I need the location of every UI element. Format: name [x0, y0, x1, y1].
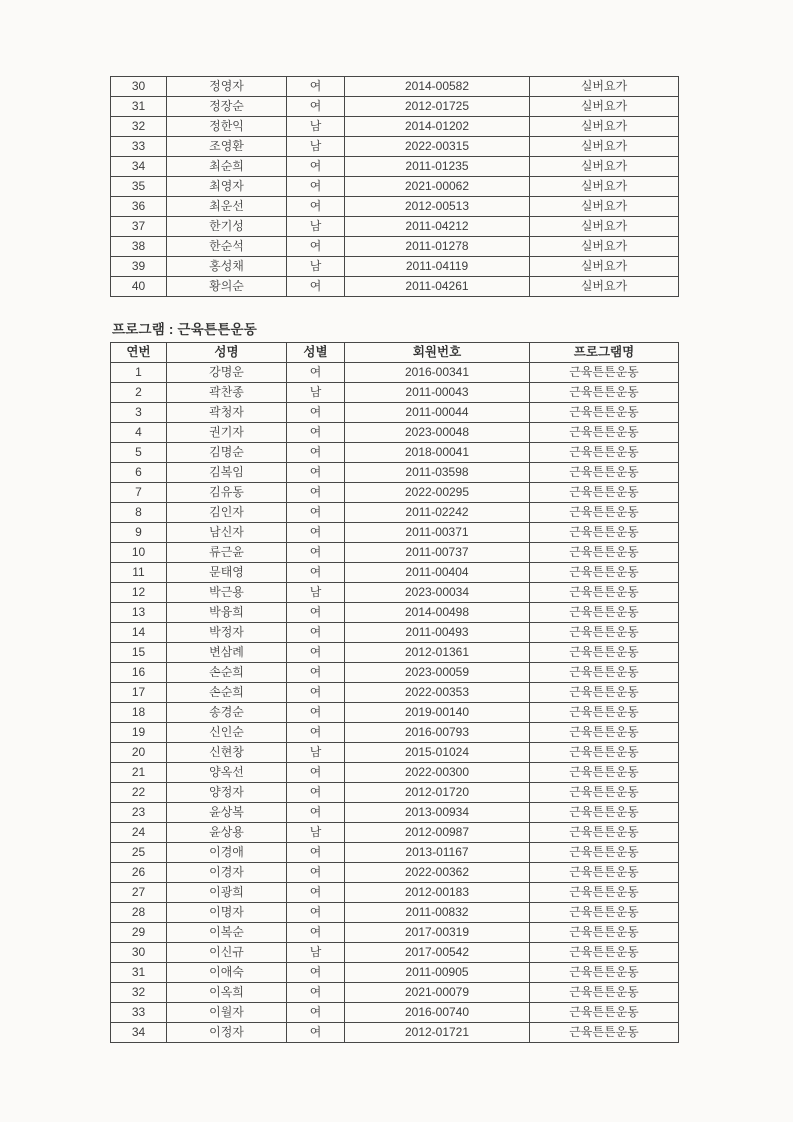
table-row	[111, 257, 679, 277]
table-row	[111, 403, 679, 423]
table-row	[111, 1003, 679, 1023]
table-cell: 실버요가	[530, 157, 679, 177]
table-cell: 2016-00793	[345, 723, 530, 743]
table-cell: 2011-00371	[345, 523, 530, 543]
table-cell: 9	[111, 523, 167, 543]
table-cell: 25	[111, 843, 167, 863]
table-cell: 29	[111, 923, 167, 943]
table-cell: 김유동	[167, 483, 287, 503]
table-cell: 2016-00341	[345, 363, 530, 383]
table-cell: 2015-01024	[345, 743, 530, 763]
table-cell: 조영환	[167, 137, 287, 157]
table-cell: 31	[111, 963, 167, 983]
table-cell: 2011-01235	[345, 157, 530, 177]
table-cell: 2023-00048	[345, 423, 530, 443]
table-cell: 6	[111, 463, 167, 483]
table-cell: 근육튼튼운동	[530, 483, 679, 503]
table-cell: 2021-00062	[345, 177, 530, 197]
table-cell: 2012-00513	[345, 197, 530, 217]
table-row	[111, 543, 679, 563]
table-row	[111, 77, 679, 97]
table-cell: 근육튼튼운동	[530, 883, 679, 903]
table-cell: 김복임	[167, 463, 287, 483]
table-cell: 2022-00362	[345, 863, 530, 883]
table-cell: 남	[287, 743, 345, 763]
table-cell: 실버요가	[530, 217, 679, 237]
table-cell: 근육튼튼운동	[530, 823, 679, 843]
table-cell: 30	[111, 77, 167, 97]
table-cell: 이명자	[167, 903, 287, 923]
table-cell: 2011-01278	[345, 237, 530, 257]
table-cell: 10	[111, 543, 167, 563]
table-row	[111, 943, 679, 963]
table-cell: 33	[111, 1003, 167, 1023]
table-cell: 근육튼튼운동	[530, 563, 679, 583]
table-cell: 23	[111, 803, 167, 823]
table-cell: 여	[287, 863, 345, 883]
column-header-program-name: 프로그램명	[530, 343, 679, 363]
column-header-serial-no: 연번	[111, 343, 167, 363]
table-cell: 2019-00140	[345, 703, 530, 723]
table-cell: 신현창	[167, 743, 287, 763]
table-cell: 여	[287, 643, 345, 663]
table-cell: 이옥희	[167, 983, 287, 1003]
table-cell: 1	[111, 363, 167, 383]
table-cell: 14	[111, 623, 167, 643]
table-cell: 5	[111, 443, 167, 463]
table-cell: 남	[287, 217, 345, 237]
table-cell: 여	[287, 197, 345, 217]
table-cell: 2013-01167	[345, 843, 530, 863]
table-cell: 이광희	[167, 883, 287, 903]
table-cell: 손순희	[167, 683, 287, 703]
table-cell: 근육튼튼운동	[530, 363, 679, 383]
table-cell: 38	[111, 237, 167, 257]
table-cell: 2014-01202	[345, 117, 530, 137]
table-cell: 홍성채	[167, 257, 287, 277]
table-cell: 여	[287, 177, 345, 197]
table-cell: 남	[287, 583, 345, 603]
table-header-row	[111, 343, 679, 363]
table-cell: 2012-01721	[345, 1023, 530, 1043]
table-cell: 11	[111, 563, 167, 583]
column-header-member-no: 회원번호	[345, 343, 530, 363]
table-cell: 정장순	[167, 97, 287, 117]
table-cell: 윤상용	[167, 823, 287, 843]
table-cell: 근육튼튼운동	[530, 703, 679, 723]
table-cell: 이경자	[167, 863, 287, 883]
table-cell: 박정자	[167, 623, 287, 643]
table-row	[111, 763, 679, 783]
table-cell: 남	[287, 823, 345, 843]
table-cell: 근육튼튼운동	[530, 963, 679, 983]
table-cell: 2011-00044	[345, 403, 530, 423]
table-cell: 34	[111, 1023, 167, 1043]
table-cell: 여	[287, 923, 345, 943]
table-cell: 윤상복	[167, 803, 287, 823]
table-cell: 2014-00582	[345, 77, 530, 97]
table-row	[111, 197, 679, 217]
table-cell: 15	[111, 643, 167, 663]
table-cell: 여	[287, 503, 345, 523]
table-cell: 남	[287, 257, 345, 277]
table-cell: 2023-00034	[345, 583, 530, 603]
table-row	[111, 363, 679, 383]
table-cell: 이정자	[167, 1023, 287, 1043]
table-cell: 양정자	[167, 783, 287, 803]
table-cell: 여	[287, 763, 345, 783]
table-cell: 여	[287, 157, 345, 177]
table-cell: 8	[111, 503, 167, 523]
table-cell: 2016-00740	[345, 1003, 530, 1023]
table-row	[111, 803, 679, 823]
table-cell: 근육튼튼운동	[530, 843, 679, 863]
table-row	[111, 463, 679, 483]
table-cell: 근육튼튼운동	[530, 903, 679, 923]
table-row	[111, 97, 679, 117]
table-row	[111, 743, 679, 763]
table-cell: 근육튼튼운동	[530, 623, 679, 643]
table-cell: 32	[111, 983, 167, 1003]
table-row	[111, 883, 679, 903]
table-cell: 근육튼튼운동	[530, 463, 679, 483]
table-cell: 최순희	[167, 157, 287, 177]
table-cell: 이복순	[167, 923, 287, 943]
table-row	[111, 783, 679, 803]
table-cell: 여	[287, 663, 345, 683]
table-cell: 28	[111, 903, 167, 923]
table-cell: 2011-03598	[345, 463, 530, 483]
table-cell: 근육튼튼운동	[530, 643, 679, 663]
table-cell: 근육튼튼운동	[530, 743, 679, 763]
table-cell: 31	[111, 97, 167, 117]
silver-yoga-roster-table	[110, 76, 679, 297]
table-row	[111, 643, 679, 663]
muscle-exercise-table-body	[111, 363, 679, 1043]
table-cell: 30	[111, 943, 167, 963]
table-cell: 근육튼튼운동	[530, 943, 679, 963]
table-cell: 문태영	[167, 563, 287, 583]
table-cell: 2023-00059	[345, 663, 530, 683]
table-cell: 신인순	[167, 723, 287, 743]
table-cell: 곽찬종	[167, 383, 287, 403]
table-cell: 이월자	[167, 1003, 287, 1023]
table-row	[111, 983, 679, 1003]
table-cell: 권기자	[167, 423, 287, 443]
table-cell: 여	[287, 803, 345, 823]
table-cell: 34	[111, 157, 167, 177]
table-row	[111, 1023, 679, 1043]
table-cell: 여	[287, 1023, 345, 1043]
table-cell: 3	[111, 403, 167, 423]
table-row	[111, 117, 679, 137]
table-cell: 실버요가	[530, 177, 679, 197]
table-cell: 40	[111, 277, 167, 297]
table-cell: 37	[111, 217, 167, 237]
table-cell: 황의순	[167, 277, 287, 297]
table-cell: 2017-00319	[345, 923, 530, 943]
table-cell: 근육튼튼운동	[530, 863, 679, 883]
table-cell: 2012-01720	[345, 783, 530, 803]
table-cell: 남신자	[167, 523, 287, 543]
table-cell: 19	[111, 723, 167, 743]
table-cell: 2012-01725	[345, 97, 530, 117]
table-row	[111, 523, 679, 543]
table-cell: 근육튼튼운동	[530, 1023, 679, 1043]
silver-yoga-table-body	[111, 77, 679, 297]
table-row	[111, 663, 679, 683]
table-cell: 근육튼튼운동	[530, 523, 679, 543]
table-cell: 여	[287, 983, 345, 1003]
table-cell: 여	[287, 443, 345, 463]
table-cell: 근육튼튼운동	[530, 683, 679, 703]
table-cell: 여	[287, 903, 345, 923]
table-cell: 여	[287, 483, 345, 503]
table-cell: 2011-00043	[345, 383, 530, 403]
table-cell: 여	[287, 623, 345, 643]
table-cell: 최영자	[167, 177, 287, 197]
table-cell: 남	[287, 137, 345, 157]
table-cell: 근육튼튼운동	[530, 503, 679, 523]
table-cell: 강명운	[167, 363, 287, 383]
table-cell: 여	[287, 463, 345, 483]
table-cell: 최운선	[167, 197, 287, 217]
table-cell: 16	[111, 663, 167, 683]
table-cell: 실버요가	[530, 77, 679, 97]
table-cell: 2011-00905	[345, 963, 530, 983]
table-row	[111, 603, 679, 623]
table-row	[111, 683, 679, 703]
table-row	[111, 423, 679, 443]
table-cell: 이애숙	[167, 963, 287, 983]
table-row	[111, 703, 679, 723]
column-header-gender: 성별	[287, 343, 345, 363]
table-cell: 김명순	[167, 443, 287, 463]
table-cell: 근육튼튼운동	[530, 663, 679, 683]
table-cell: 근육튼튼운동	[530, 923, 679, 943]
table-row	[111, 277, 679, 297]
table-cell: 7	[111, 483, 167, 503]
table-cell: 박근용	[167, 583, 287, 603]
table-cell: 이경애	[167, 843, 287, 863]
table-cell: 정영자	[167, 77, 287, 97]
table-cell: 실버요가	[530, 97, 679, 117]
table-cell: 곽청자	[167, 403, 287, 423]
table-cell: 여	[287, 883, 345, 903]
table-cell: 18	[111, 703, 167, 723]
table-row	[111, 177, 679, 197]
table-cell: 여	[287, 363, 345, 383]
table-row	[111, 137, 679, 157]
table-row	[111, 863, 679, 883]
table-cell: 2021-00079	[345, 983, 530, 1003]
table-cell: 4	[111, 423, 167, 443]
table-cell: 여	[287, 237, 345, 257]
table-cell: 한순석	[167, 237, 287, 257]
table-row	[111, 583, 679, 603]
table-cell: 여	[287, 963, 345, 983]
table-cell: 여	[287, 423, 345, 443]
program-section-title: 프로그램 : 근육튼튼운동	[112, 322, 258, 337]
table-cell: 2011-00832	[345, 903, 530, 923]
table-cell: 여	[287, 403, 345, 423]
table-cell: 여	[287, 543, 345, 563]
table-cell: 정한익	[167, 117, 287, 137]
table-cell: 36	[111, 197, 167, 217]
table-row	[111, 563, 679, 583]
table-cell: 26	[111, 863, 167, 883]
table-cell: 2	[111, 383, 167, 403]
table-cell: 실버요가	[530, 277, 679, 297]
table-cell: 2011-00493	[345, 623, 530, 643]
table-cell: 양옥선	[167, 763, 287, 783]
table-cell: 박융희	[167, 603, 287, 623]
table-cell: 13	[111, 603, 167, 623]
table-cell: 근육튼튼운동	[530, 443, 679, 463]
table-row	[111, 443, 679, 463]
table-cell: 여	[287, 277, 345, 297]
table-cell: 근육튼튼운동	[530, 603, 679, 623]
table-row	[111, 843, 679, 863]
table-cell: 남	[287, 943, 345, 963]
table-cell: 근육튼튼운동	[530, 723, 679, 743]
table-cell: 22	[111, 783, 167, 803]
table-row	[111, 217, 679, 237]
table-cell: 2018-00041	[345, 443, 530, 463]
table-row	[111, 383, 679, 403]
table-cell: 12	[111, 583, 167, 603]
muscle-exercise-roster-table	[110, 342, 679, 1043]
column-header-name: 성명	[167, 343, 287, 363]
table-cell: 여	[287, 843, 345, 863]
table-row	[111, 503, 679, 523]
table-cell: 2011-00404	[345, 563, 530, 583]
table-cell: 2011-00737	[345, 543, 530, 563]
table-cell: 실버요가	[530, 137, 679, 157]
table-cell: 실버요가	[530, 117, 679, 137]
table-cell: 손순희	[167, 663, 287, 683]
table-cell: 근육튼튼운동	[530, 543, 679, 563]
table-cell: 류근윤	[167, 543, 287, 563]
table-cell: 근육튼튼운동	[530, 783, 679, 803]
table-cell: 실버요가	[530, 197, 679, 217]
table-cell: 39	[111, 257, 167, 277]
table-cell: 2011-02242	[345, 503, 530, 523]
table-cell: 2022-00353	[345, 683, 530, 703]
table-cell: 2012-00183	[345, 883, 530, 903]
table-cell: 20	[111, 743, 167, 763]
table-row	[111, 237, 679, 257]
table-row	[111, 483, 679, 503]
table-cell: 근육튼튼운동	[530, 1003, 679, 1023]
table-cell: 실버요가	[530, 237, 679, 257]
table-cell: 근육튼튼운동	[530, 583, 679, 603]
table-cell: 근육튼튼운동	[530, 423, 679, 443]
table-cell: 여	[287, 1003, 345, 1023]
table-cell: 여	[287, 97, 345, 117]
table-row	[111, 723, 679, 743]
table-row	[111, 903, 679, 923]
table-cell: 남	[287, 383, 345, 403]
table-cell: 2022-00295	[345, 483, 530, 503]
table-row	[111, 923, 679, 943]
table-cell: 변삼례	[167, 643, 287, 663]
table-cell: 남	[287, 117, 345, 137]
table-cell: 여	[287, 683, 345, 703]
table-cell: 여	[287, 523, 345, 543]
table-cell: 근육튼튼운동	[530, 403, 679, 423]
table-cell: 실버요가	[530, 257, 679, 277]
table-cell: 여	[287, 723, 345, 743]
table-row	[111, 963, 679, 983]
table-cell: 송경순	[167, 703, 287, 723]
table-cell: 2017-00542	[345, 943, 530, 963]
table-cell: 여	[287, 77, 345, 97]
table-cell: 근육튼튼운동	[530, 383, 679, 403]
table-cell: 33	[111, 137, 167, 157]
table-row	[111, 623, 679, 643]
table-cell: 35	[111, 177, 167, 197]
table-cell: 2022-00300	[345, 763, 530, 783]
table-cell: 김인자	[167, 503, 287, 523]
table-cell: 근육튼튼운동	[530, 983, 679, 1003]
table-cell: 여	[287, 783, 345, 803]
table-cell: 2013-00934	[345, 803, 530, 823]
table-cell: 여	[287, 603, 345, 623]
table-row	[111, 157, 679, 177]
table-cell: 2014-00498	[345, 603, 530, 623]
table-cell: 2011-04212	[345, 217, 530, 237]
table-cell: 17	[111, 683, 167, 703]
table-cell: 2012-00987	[345, 823, 530, 843]
table-cell: 2012-01361	[345, 643, 530, 663]
table-cell: 이신규	[167, 943, 287, 963]
table-cell: 2011-04119	[345, 257, 530, 277]
table-cell: 32	[111, 117, 167, 137]
table-cell: 여	[287, 563, 345, 583]
table-cell: 27	[111, 883, 167, 903]
table-cell: 24	[111, 823, 167, 843]
table-cell: 한기성	[167, 217, 287, 237]
table-cell: 근육튼튼운동	[530, 803, 679, 823]
table-cell: 21	[111, 763, 167, 783]
table-cell: 2022-00315	[345, 137, 530, 157]
table-cell: 2011-04261	[345, 277, 530, 297]
table-cell: 여	[287, 703, 345, 723]
table-row	[111, 823, 679, 843]
table-cell: 근육튼튼운동	[530, 763, 679, 783]
